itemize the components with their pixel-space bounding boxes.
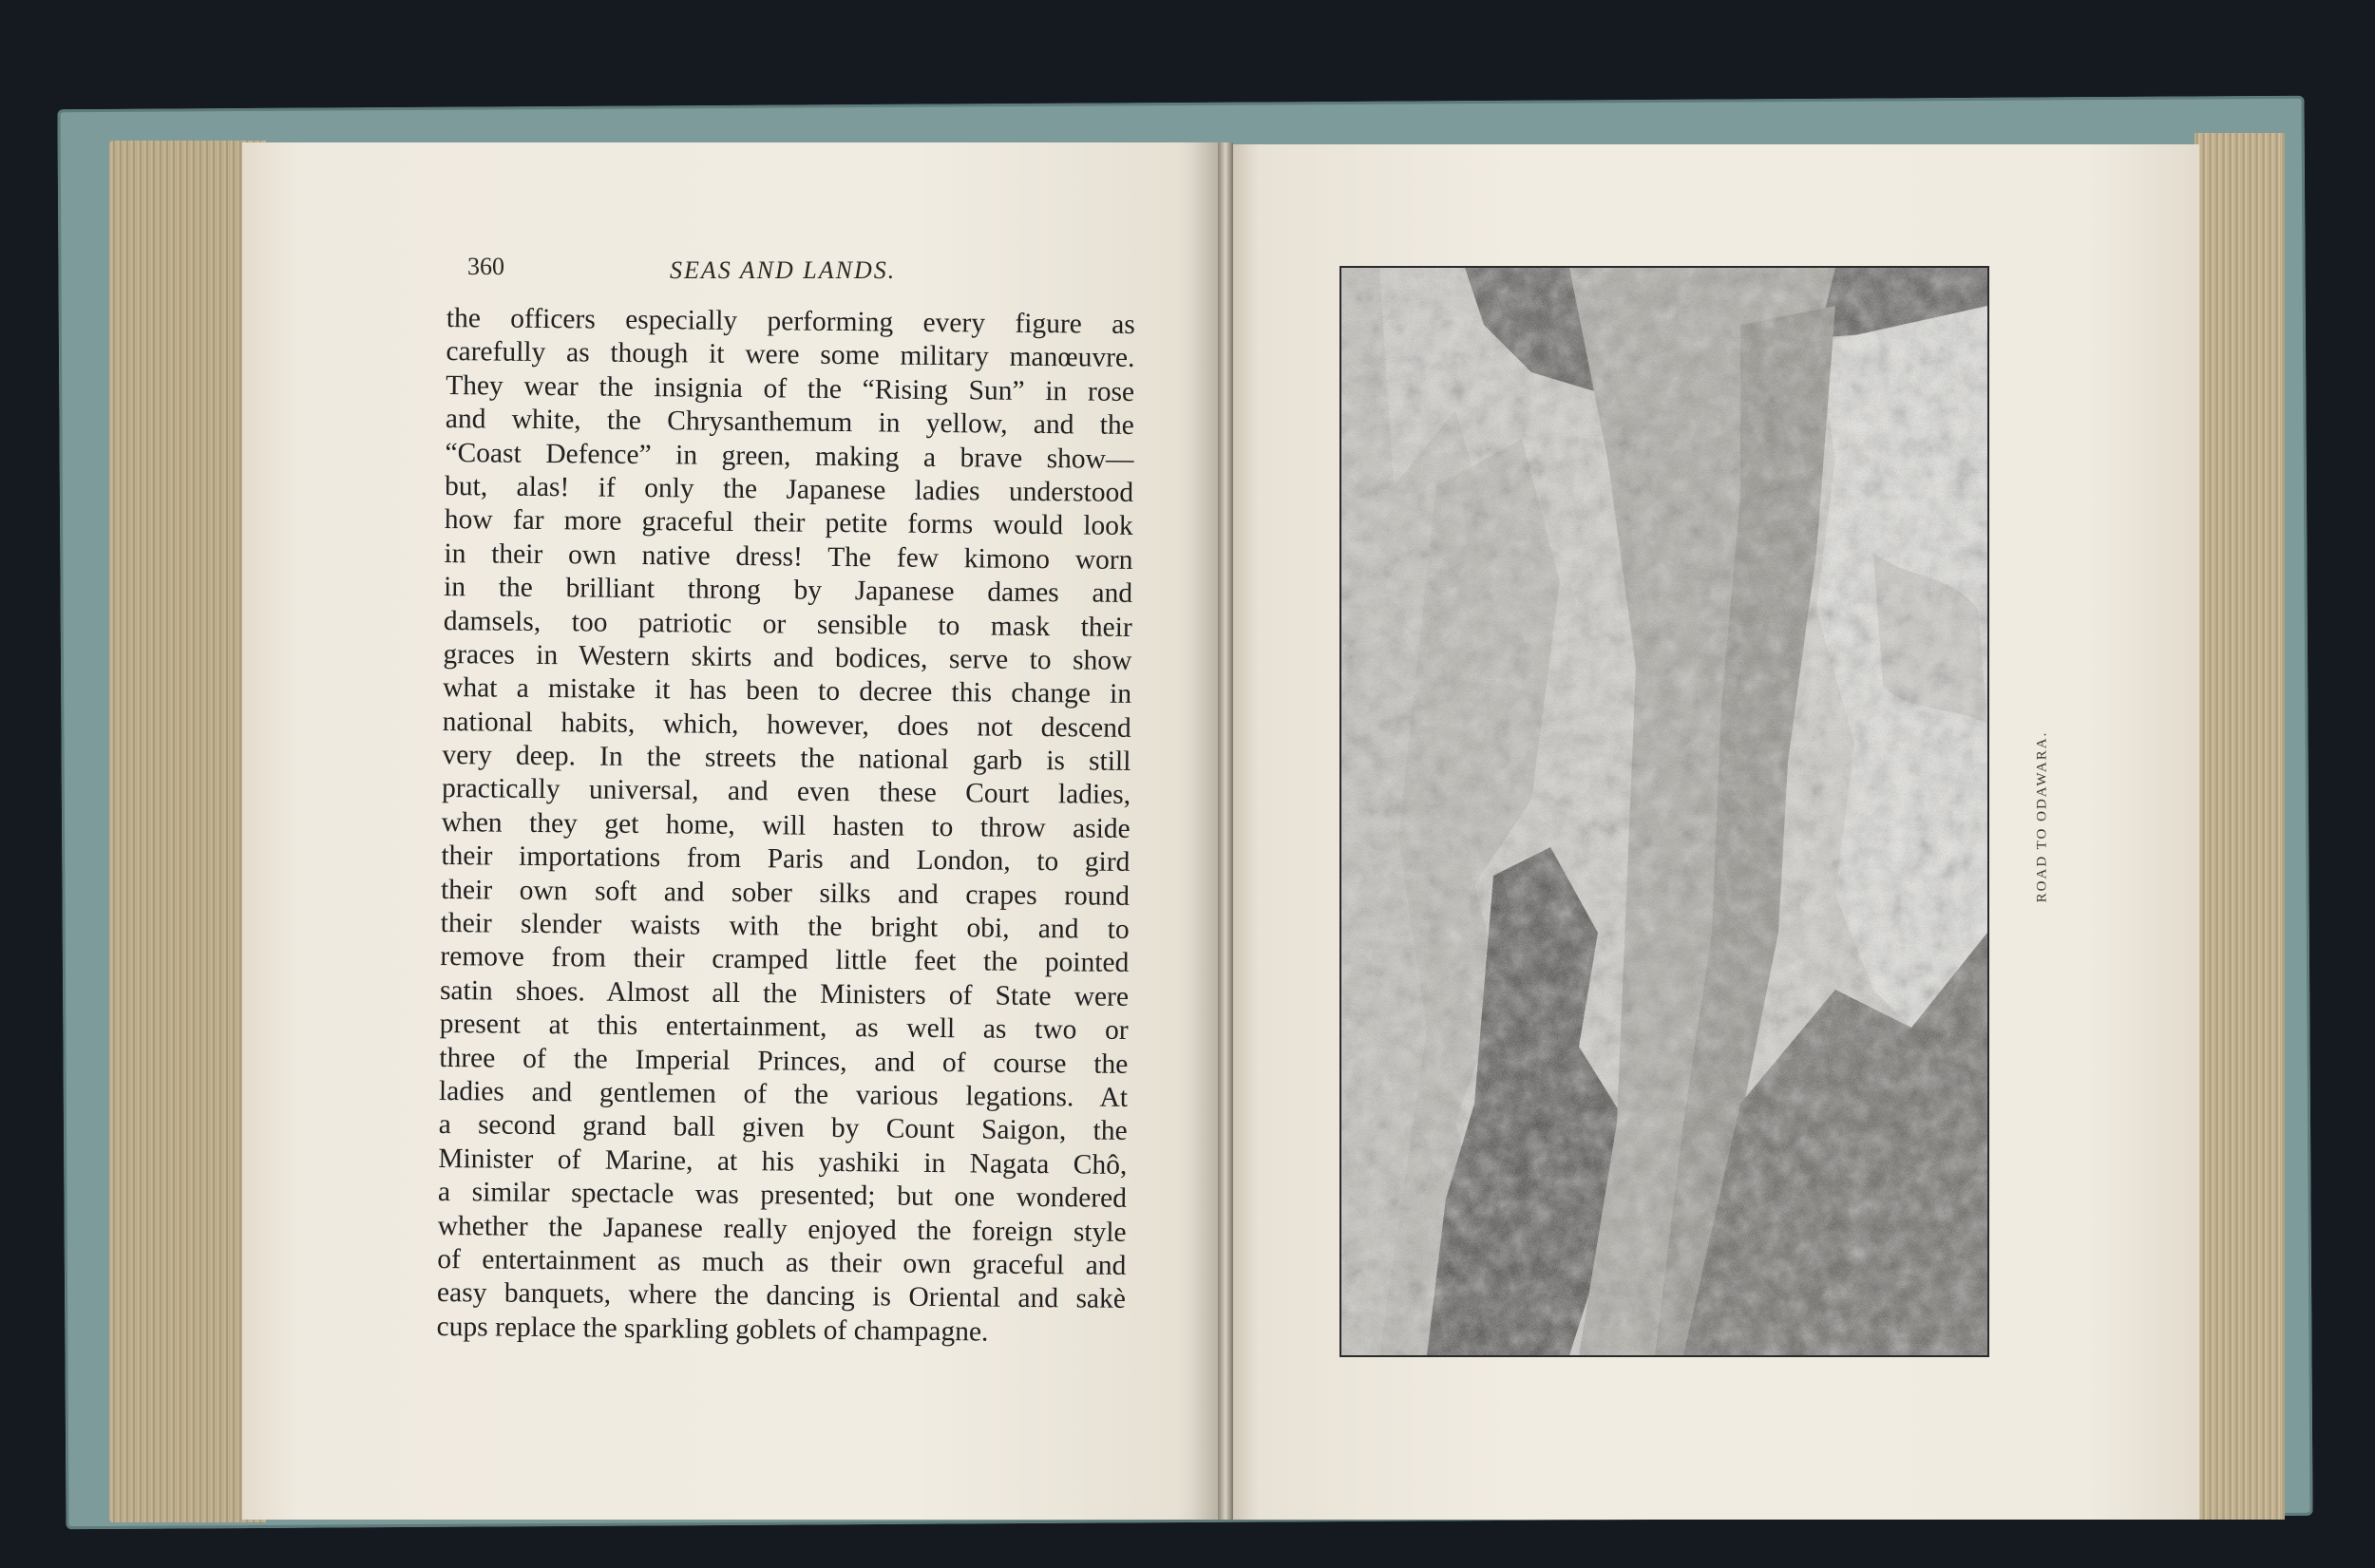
text-line: present at this entertainment, as well as two or: [439, 1009, 1129, 1047]
text-line: whether the Japanese really enjoyed the foreign style: [437, 1210, 1127, 1248]
text-line: when they get home, will hasten to throw aside: [441, 806, 1130, 844]
right-page-edges: [2194, 133, 2285, 1520]
text-line: carefully as though it were some military manœuvre.: [446, 336, 1135, 374]
text-line: Minister of Marine, at his yashiki in Nagata Chô,: [438, 1143, 1128, 1181]
text-line: in the brilliant throng by Japanese dames and: [443, 572, 1133, 610]
text-line: cups replace the sparkling goblets of champagne.: [436, 1311, 989, 1348]
text-line: their slender waists with the bright obi, and to: [440, 908, 1130, 945]
text-line: satin shoes. Almost all the Ministers of State were: [439, 974, 1130, 1012]
text-line: graces in Western skirts and bodices, serve to show: [443, 638, 1132, 676]
text-line: ladies and gentlemen of the various legations. At: [438, 1075, 1129, 1113]
text-line: of entertainment as much as their own graceful and: [437, 1243, 1127, 1281]
text-line: easy banquets, where the dancing is Oriental and sakè: [436, 1277, 1127, 1315]
text-line: a similar spectacle was presented; but one wondered: [437, 1177, 1128, 1215]
text-line: what a mistake it has been to decree this change in: [442, 672, 1132, 710]
text-line: very deep. In the streets the national garb is still: [442, 740, 1131, 778]
text-line: national habits, which, however, does not descend: [442, 706, 1131, 744]
text-line: how far more graceful their petite forms would look: [444, 504, 1133, 542]
body-text: [436, 302, 1134, 1351]
text-line: three of the Imperial Princes, and of course the: [439, 1042, 1129, 1080]
text-line: and white, the Chrysanthemum in yellow, and the: [445, 404, 1134, 442]
text-line: damsels, too patriotic or sensible to mask their: [443, 605, 1132, 643]
text-line: their importations from Paris and London, to gird: [441, 841, 1130, 878]
spine-shadow: [1178, 142, 1221, 1520]
text-line: “Coast Defence” in green, making a brave show—: [445, 437, 1134, 475]
text-line: remove from their cramped little feet the pointed: [440, 941, 1130, 979]
text-line: but, alas! if only the Japanese ladies understood: [444, 470, 1134, 508]
text-line: practically universal, and even these Court ladies,: [441, 773, 1131, 811]
text-line: in their own native dress! The few kimono worn: [444, 538, 1133, 576]
book-gutter: [1218, 142, 1233, 1520]
plate-caption-text: ROAD TO ODAWARA.: [2034, 730, 2050, 903]
text-line: a second grand ball given by Count Saigon, the: [438, 1109, 1128, 1147]
page-number: 360: [467, 253, 504, 280]
text-line: They wear the insignia of the “Rising Sun” in rose: [446, 369, 1135, 407]
plate-illustration: [1340, 266, 1989, 1357]
text-line: the officers especially performing every figure as: [446, 302, 1135, 340]
running-title: SEAS AND LANDS.: [670, 256, 897, 284]
text-line: their own soft and sober silks and crapes round: [440, 874, 1130, 912]
